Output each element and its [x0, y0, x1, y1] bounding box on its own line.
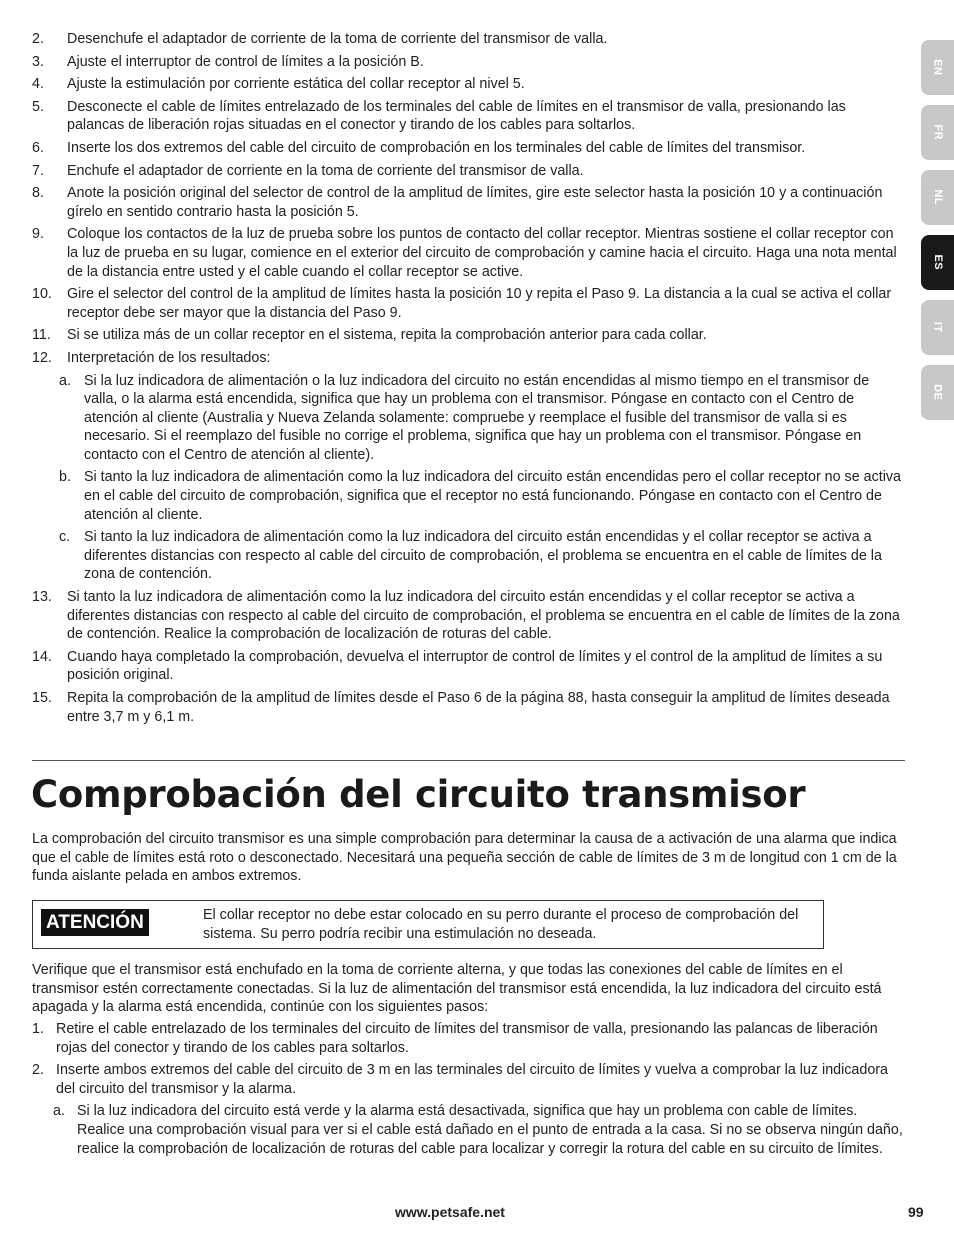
- step-number: 2.: [32, 31, 44, 47]
- procedure-list-top: [32, 30, 904, 726]
- step-text: Anote la posición original del selector de control de la amplitud de límites, gire este selector hasta la posición 10 y a continuación gírelo en sentido contrario hasta la posición 5.: [67, 185, 883, 220]
- step-text: Inserte ambos extremos del cable del circuito de 3 m en las terminales del circuito de límites y vuelva a comprobar la luz indicadora del circuito del transmisor y la alarma.: [56, 1062, 888, 1097]
- list-item: [32, 30, 904, 49]
- step-number: 8.: [32, 185, 44, 202]
- step-text: Cuando haya completado la comprobación, devuelva el interruptor de control de límites y el control de la amplitud de límites a su posición original.: [67, 648, 883, 684]
- step-number: 1.: [32, 1021, 44, 1037]
- language-tab-es[interactable]: [921, 235, 954, 290]
- step-text: Interpretación de los resultados:: [67, 349, 271, 366]
- step-text: Inserte los dos extremos del cable del circuito de comprobación en los terminales del cable de límites del transmisor.: [67, 139, 806, 156]
- step-number: 10.: [32, 286, 52, 303]
- list-item: [32, 326, 904, 345]
- step-text: Ajuste la estimulación por corriente estática del collar receptor al nivel 5.: [67, 76, 525, 93]
- step-text: Si tanto la luz indicadora de alimentación como la luz indicadora del circuito están encendidas y el collar receptor se activa a diferentes distancias con respecto al cable del circuito de comprobación, el problema se encuentra en el cable de límites de la zona de contención. Realice la comprobación de localización de roturas del cable.: [67, 589, 900, 643]
- footer-website-link[interactable]: www.petsafe.net: [395, 1204, 505, 1220]
- step-number: 11.: [32, 327, 51, 344]
- list-item: [32, 75, 904, 94]
- language-tab-de[interactable]: [921, 365, 954, 420]
- sub-letter: b.: [59, 469, 71, 486]
- step-number: 9.: [32, 226, 44, 243]
- language-tab-fr[interactable]: [921, 105, 954, 160]
- step-text: Desconecte el cable de límites entrelazado de los terminales del cable de límites en el transmisor de valla, presionando las palancas de liberación rojas situadas en el conector y tirando de los cables para soltarlos.: [67, 98, 846, 134]
- step-text: Ajuste el interruptor de control de límites a la posición B.: [67, 53, 424, 70]
- list-item: [32, 285, 904, 322]
- step-text: Repita la comprobación de la amplitud de límites desde el Paso 6 de la página 88, hasta conseguir la amplitud de límites deseada entre 3,7 m y 6,1 m.: [67, 690, 890, 725]
- step-text: Si se utiliza más de un collar receptor en el sistema, repita la comprobación anterior para cada collar.: [67, 327, 707, 344]
- step-number: 14.: [32, 648, 52, 665]
- tab-label: NL: [931, 189, 944, 206]
- step-number: 5.: [32, 98, 44, 115]
- tab-label: FR: [931, 124, 944, 141]
- step-text: Enchufe el adaptador de corriente en la toma de corriente del transmisor de valla.: [67, 162, 584, 179]
- list-item: [32, 139, 904, 158]
- list-item: [32, 1061, 904, 1098]
- list-item: [32, 98, 904, 135]
- warning-label: ATENCIÓN: [41, 909, 149, 936]
- list-item: [32, 225, 904, 281]
- section-divider: [32, 760, 905, 761]
- sub-letter: a.: [59, 372, 71, 389]
- step-number: 6.: [32, 139, 44, 156]
- step-text: Retire el cable entrelazado de los terminales del circuito de límites del transmisor de valla, presionando las palancas de liberación rojas del conector y tirando de los cables para soltarlos.: [56, 1021, 878, 1056]
- step-number: 2.: [32, 1062, 44, 1079]
- step-number: 13.: [32, 589, 52, 606]
- sub-letter: a.: [53, 1103, 65, 1120]
- step-number: 4.: [32, 76, 44, 93]
- warning-text: El collar receptor no debe estar colocado en su perro durante el proceso de comprobación del sistema. Su perro podría recibir una estimulación no deseada.: [203, 907, 799, 942]
- sub-text: Si tanto la luz indicadora de alimentación como la luz indicadora del circuito están encendidas y el collar receptor se activa a diferentes distancias con respecto al cable del circuito de comprobación, el problema se encuentra en el cable de límites de la zona de contención.: [84, 529, 882, 583]
- list-item: [32, 689, 904, 726]
- sub-letter: c.: [59, 529, 71, 546]
- page-number: 99: [908, 1204, 924, 1220]
- step-number: 3.: [32, 53, 44, 70]
- interpretation-item: [32, 468, 904, 524]
- step-number: 7.: [32, 162, 44, 179]
- language-tab-nl[interactable]: [921, 170, 954, 225]
- tab-label: DE: [931, 384, 944, 401]
- tab-label: EN: [931, 59, 944, 76]
- list-item: [32, 349, 904, 368]
- warning-box: [32, 900, 824, 949]
- step-text: Coloque los contactos de la luz de prueba sobre los puntos de contacto del collar receptor. Mientras sostiene el collar receptor con la luz de prueba en su lugar, comience en el exterior del circuito de comprobación y camine hacia el circuito. Haga una nota mental de la distancia entre usted y el cable cuando el collar receptor se active.: [67, 226, 897, 280]
- list-item: [32, 648, 904, 685]
- sub-item: [32, 1102, 904, 1158]
- tab-label: ES: [931, 254, 944, 271]
- section-intro: La comprobación del circuito transmisor es una simple comprobación para determinar la causa de a activación de una alarma que indica que el cable de límites está roto o desconectado. Necesitará una pequeña sección de cable de límites de 3 m de longitud con 1 cm de la funda aislante pelada en ambos extremos.: [32, 831, 897, 885]
- sub-text: Si la luz indicadora de alimentación o la luz indicadora del circuito no están encendidas al mismo tiempo en el transmisor de valla, o la alarma está encendida, significa que hay un problema con el transmisor. Póngase en contacto con el Centro de atención al cliente (Australia y Nueva Zelanda solamente: compruebe y reemplace el fusible del transmisor de valla si es necesario. Si el reemplazo del fusible no corrige el problema, significa que hay un problema con el transmisor. Póngase en contacto con el Centro de atención al cliente).: [84, 372, 870, 463]
- section-title: Comprobación del circuito transmisor: [31, 773, 806, 816]
- sub-text: Si tanto la luz indicadora de alimentación como la luz indicadora del circuito están encendidas pero el collar receptor no se activa en el cable del circuito de comprobación, significa que el receptor no está funcionando. Póngase en contacto con el Centro de atención al cliente.: [84, 469, 901, 523]
- list-item: [32, 184, 904, 221]
- step-number: 12.: [32, 349, 52, 366]
- language-tab-en[interactable]: [921, 40, 954, 95]
- verify-paragraph: Verifique que el transmisor está enchufado en la toma de corriente alterna, y que todas las conexiones del cable de límites en el transmisor estén correctamente conectadas. Si la luz de alimentación del transmisor está encendida, la luz indicadora del circuito está apagada y la alarma está encendida, continúe con los siguientes pasos:: [32, 962, 882, 1016]
- list-item: [32, 162, 904, 181]
- tab-label: IT: [931, 322, 944, 333]
- list-item: [32, 53, 904, 72]
- sub-text: Si la luz indicadora del circuito está verde y la alarma está desactivada, significa que hay un problema con cable de límites. Realice una comprobación visual para ver si el cable está dañado en el punto de entrada a la casa. Si no se observa ningún daño, realice la comprobación de localización de roturas del cable para localizar y corregir la rotura del cable en su circuito de límites.: [77, 1103, 903, 1157]
- interpretation-item: [32, 372, 904, 465]
- list-item: [32, 588, 904, 644]
- interpretation-item: [32, 528, 904, 584]
- step-text: Gire el selector del control de la amplitud de límites hasta la posición 10 y repita el Paso 9. La distancia a la cual se activa el collar receptor debe ser mayor que la distancia del Paso 9.: [67, 286, 892, 321]
- language-tabs: [921, 40, 954, 430]
- list-item: [32, 1020, 904, 1057]
- procedure-list-bottom: [32, 1020, 904, 1158]
- language-tab-it[interactable]: [921, 300, 954, 355]
- step-number: 15.: [32, 690, 52, 706]
- step-text: Desenchufe el adaptador de corriente de la toma de corriente del transmisor de valla.: [67, 31, 608, 47]
